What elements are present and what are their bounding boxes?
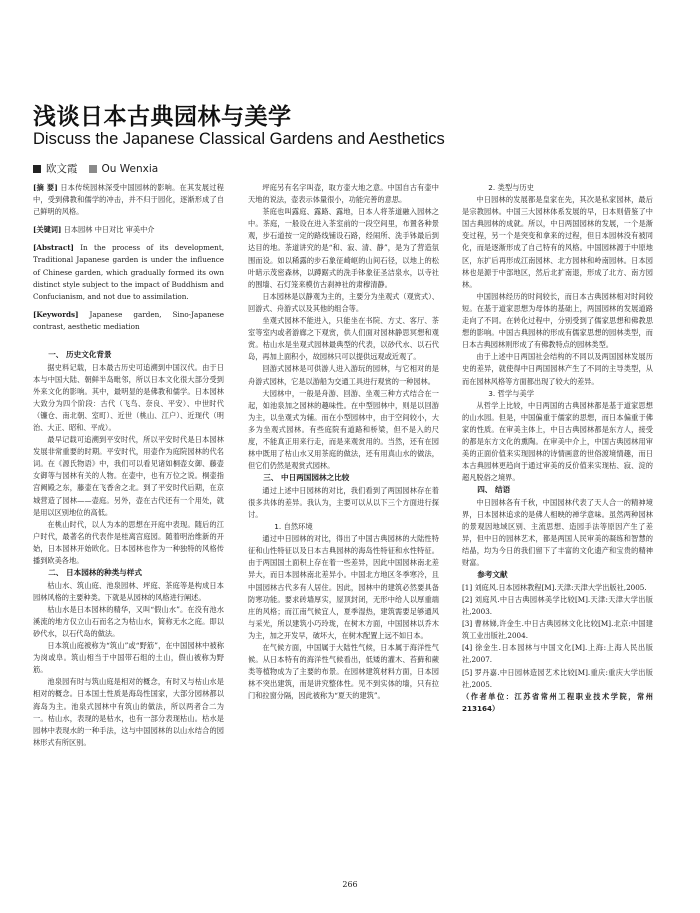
- section-heading: 二、 日本园林的种类与样式: [48, 568, 142, 578]
- subsection-heading: 1. 自然环境: [274, 522, 313, 532]
- keywords-text: 日本园林 中日对比 审美中介: [63, 225, 155, 235]
- gray-square-icon: [89, 165, 97, 173]
- reference-item: [3] 曹林娣,许金生.中日古典园林文化比较[M].北京:中国建筑工业出版社,2004.: [462, 619, 653, 641]
- paragraph: 日本园林是以静观为主的，主要分为坐观式（观赏式）、回游式、舟游式以及其他的组合等。: [248, 291, 439, 313]
- paragraph: 坐观式园林不能进入，只能坐在书院、方丈、客厅、茶室等室内或者游廊之下观赏，供人们面对园林静思冥想和观赏。枯山水是坐观式园林最典型的代表，以砂代水、以石代岛，再加上面积小，故园林只可以提供远观或近观了。: [248, 316, 439, 362]
- author-name-chinese: 欧文霞: [46, 163, 78, 175]
- paragraph: 枯山水、筑山庭、池泉园林、坪庭、茶庭等是构成日本园林风格的主要种类。下就是从园林的风格进行阐述。: [33, 580, 224, 602]
- paragraph: 据史料记载，日本最古历史可追溯到中国汉代。由于日本与中国大陆、朝鲜半岛毗邻，所以日本文化很大部分受到外来文化的影响。其中，最明显的是佛教和儒学。日本园林大致分为四个阶段：古代（飞鸟、奈良、平安）、中世时代（镰仓、南北朝、室町）、近世（桃山、江户）、近现代（明治、大正、昭和、平成）。: [33, 362, 224, 432]
- paragraph: 中日园林的发展都是皇家在先，其次是私家园林，最后是宗教园林。中国三大园林体系发展的早，日本则借鉴了中国古典园林的成就。所以，中日两国园林的发展，一个是渐变过程，另一个是突变和拿来的过程，但日本园林没有被同化，而是逐渐形成了自己特有的风格。中国园林源于中原地区，东扩后再形成江南园林、北方园林和岭南园林。日本园林也是源于中部地区，然后北扩南退，形成了北方、南方园林。: [462, 195, 653, 289]
- paragraph: 池泉园有时与筑山庭是相对的概念，有时又与枯山水是相对的概念。日本国土性质是海岛性国家，大部分园林都以海岛为主。池泉式园林中有筑山的做法，所以两者合二为一。枯山水，表现的是枯水，也有一部分表现枯山。枯水是园林中表现水的一种手法，这与中国园林的以山水结合的园林形式有所区别。: [33, 677, 224, 747]
- reference-list: [462, 582, 653, 691]
- keywords-english: [33, 309, 224, 333]
- author-line: [33, 161, 158, 176]
- section-heading: 一、 历史文化背景: [48, 350, 112, 360]
- abstract-en-label: [Abstract]: [33, 243, 74, 253]
- article-title-english: Discuss the Japanese Classical Gardens and Aesthetics: [33, 130, 445, 148]
- references-heading: 参考文献: [477, 570, 508, 580]
- section-heading: 四、 结语: [477, 485, 511, 495]
- abstract-chinese: [33, 182, 224, 218]
- paragraph: 通过上述中日园林的对比，我们看到了两国园林存在着很多共体的差异。我认为，主要可以从以下三个方面进行探讨。: [248, 485, 439, 519]
- text-column-right: [462, 182, 653, 872]
- paragraph: 枯山水是日本园林的精华，又叫“假山水”。在没有池水溪流的地方仅立山石而名之为枯山水，简称无水之庭。即以砂代水，以石代岛的做法。: [33, 604, 224, 638]
- reference-item: [5] 罗丹嘉.中日园林造园艺术比较[M].重庆:重庆大学出版社,2005.: [462, 667, 653, 689]
- paragraph: 茶庭也叫露庭、露路、露地，日本人将茶道融入园林之中。茶庭，一般设在进入茶室前的一段空间里，布置各种景观，步石道按一定的路线铺设石路，经闹所、洗手钵最后到达目的地。茶道讲究的是“和、寂、清、静”，是为了营造氛围而设。如以稀露的步石象征崎岖的山间石径，以地上的松叶暗示茂密森林，以蹲踞式的洗手钵象征圣洁泉水，以寺社的围墙、石灯笼来模仿古刹神社的肃穆清静。: [248, 207, 439, 289]
- paragraph: 大园林中，一般是舟游、回游、坐观三种方式结合在一起，如池泉加之园林的趣味性。在中型园林中，则是以回游为主，以坐观式为辅。而在小型园林中，由于空间较小，大多为坐观式园林。有些庭院有道路和桥梁，但不是入的尺度，不能真正用来行走，而是来观赏用的。当然，还有在园林中既用了枯山水又用茶庭的做法，还有用真山水的做法，但它们仍然是观赏式园林。: [248, 388, 439, 471]
- paragraph: 回游式园林是可供游人进入游玩的园林，与它相对的是舟游式园林，它是以游船为交通工具进行观赏的一种园林。: [248, 364, 439, 386]
- paragraph: 最早记载可追溯到平安时代，所以平安时代是日本园林发展非常重要的时期。平安时代，用壶作为庭院园林的代名词。在《源氏物语》中，我们可以看见诸如桐壶女御、藤壶女御等与园林有关的人物。在壶中，也有万位之说。桐壶指宫阙殿之东，藤壶在飞香舍之北。到了平安时代后期，在京城营造了园林——壶庭。另外，壶在古代还有一个用处，就是用以区别地位的高低。: [33, 435, 224, 517]
- subsection-heading: 2. 类型与历史: [488, 183, 535, 192]
- paragraph: 日本筑山庭被称为“筑山”或“野筋”，在中国园林中被称为岗或阜。筑山相当于中国带石组的土山，假山被称为野筋。: [33, 641, 224, 675]
- reference-item: [2] 刘庭风.中日古典园林美学比较[M].天津:天津大学出版社,2003.: [462, 595, 653, 617]
- paragraph: 中日园林各有千秋，中国园林代表了天人合一的精神境界，日本园林追求的是佛人相映的禅学意味。虽然两种园林的景观因地域区别、主流思想、造园手法等原因产生了差异，但中日的园林艺术，都是两国人民审美的凝练和智慧的结晶，均为今日的我们留下了丰富的文化遗产和宝贵的精神财富。: [462, 497, 653, 568]
- keywords-label: [关键词]: [33, 225, 62, 235]
- reference-item: [1] 刘庭风.日本园林教程[M].天津:天津大学出版社,2005.: [462, 582, 647, 592]
- author-affiliation: （作者单位：江苏省常州工程职业技术学院，常州 213164）: [462, 691, 653, 713]
- keywords-en-label: [Keywords]: [33, 309, 79, 319]
- keywords-chinese: [33, 224, 224, 236]
- text-column-middle: [248, 182, 439, 872]
- paragraph: 通过中日园林的对比，得出了中国古典园林的大陆性特征和山性特征以及日本古典园林的海岛性特征和水性特征。由于两国国土面积上存在着一些差异，因此中国园林南北差异大，而日本园林南北差异小。中国北方地区冬季寒冷，且中国园林古代多有人居住。因此，园林中的建筑必然要具备防寒功能。要求砖墙厚实，屋顶封闭，无形中给人以厚重端庄的风格；而江南气候宜人，夏季湿热，建筑需要足够通风与采光，所以建筑小巧玲珑，在树木方面，中国园林以乔木为主，加之开发早，破坏大，在树木配置上远不如日本。: [248, 534, 439, 640]
- paragraph: 在气候方面，中国属于大陆性气候，日本属于海洋性气候。从日本特有的海洋性气候看出，低矮的灌木、苔藓和蕨类等植物成为了主要的布景。在园林建筑材料方面，日本园林不突出建筑，而是讲究整体性。见不到实体的墙，只有拉门和拉窗分隔，因此被称为“夏天的建筑”。: [248, 642, 439, 701]
- abstract-en-text: In the process of its development, Traditional Japanese garden is under the influence of Chinese garden, which gradually formed its own distinct style subject to the impact of Buddhism and Confucianism, and not due to assimilation.: [33, 243, 224, 301]
- section-heading: 三、 中日两国园林之比较: [263, 473, 350, 483]
- abstract-english: [33, 242, 224, 302]
- abstract-text: 日本传统园林深受中国园林的影响。在其发展过程中，受到佛教和儒学的冲击，并不归于园化，逐渐形成了自己鲜明的风格。: [33, 183, 224, 217]
- black-square-icon: [33, 165, 41, 173]
- page-number: 266: [342, 880, 358, 889]
- paragraph: 坪庭另有名字叫壶，取方壶大地之意。中国自古有壶中天地的说法，壶表示体量很小，功能完善的意思。: [248, 183, 439, 205]
- paragraph: 在桃山时代，以人为本的思想在开庭中表现。随后的江户时代，最著名的代表作是桂离宫庭园。随着明治维新的开始，日本园林开始欧化。日本园林也作为一种独特的风格传播到欧美各地。: [33, 519, 224, 566]
- paragraph: 由于上述中日两国社会结构的不同以及两国园林发展历史的差异，就使得中日两国园林产生了不同的主导类型，从而在园林风格等方面都出现了较大的差异。: [462, 352, 653, 386]
- paragraph: 从哲学上比较，中日两国的古典园林都是基于道家思想的山水园。但是，中国偏重于儒家的思想，而日本偏重于佛家的性质。在审美主体上，中日古典园林都是东方人，接受的都是东方文化的熏陶。在审美中介上，中国古典园林用审美的正面价值来实现园林的诗情画意的世俗渡境情趣，而日本古典园林更趋向于通过审美的反价值来实现枯、寂、淀的超凡脱俗之境界。: [462, 400, 653, 483]
- author-name-english: Ou Wenxia: [101, 162, 159, 175]
- article-title-chinese: 浅谈日本古典园林与美学: [33, 104, 292, 130]
- keywords-en-text: Japanese garden, Sino-Japanese contrast, aesthetic mediation: [33, 309, 224, 331]
- abstract-label: [摘 要]: [33, 183, 58, 192]
- subsection-heading: 3. 哲学与美学: [488, 388, 535, 398]
- text-column-left: [33, 182, 224, 872]
- reference-item: [4] 徐金生.日本园林与中国文化[M].上海:上海人民出版社,2007.: [462, 643, 653, 665]
- paragraph: 中国园林经历的时间较长，而日本古典园林相对时间较短。在基于道家思想为母体的基础上，两国园林的发展道路走向了不同。在转化过程中，分别受到了儒家思想和佛教思想的影响。中国古典园林的形成有儒家思想的园林类型，而日本古典园林则形成了有佛教特点的园林类型。: [462, 291, 653, 350]
